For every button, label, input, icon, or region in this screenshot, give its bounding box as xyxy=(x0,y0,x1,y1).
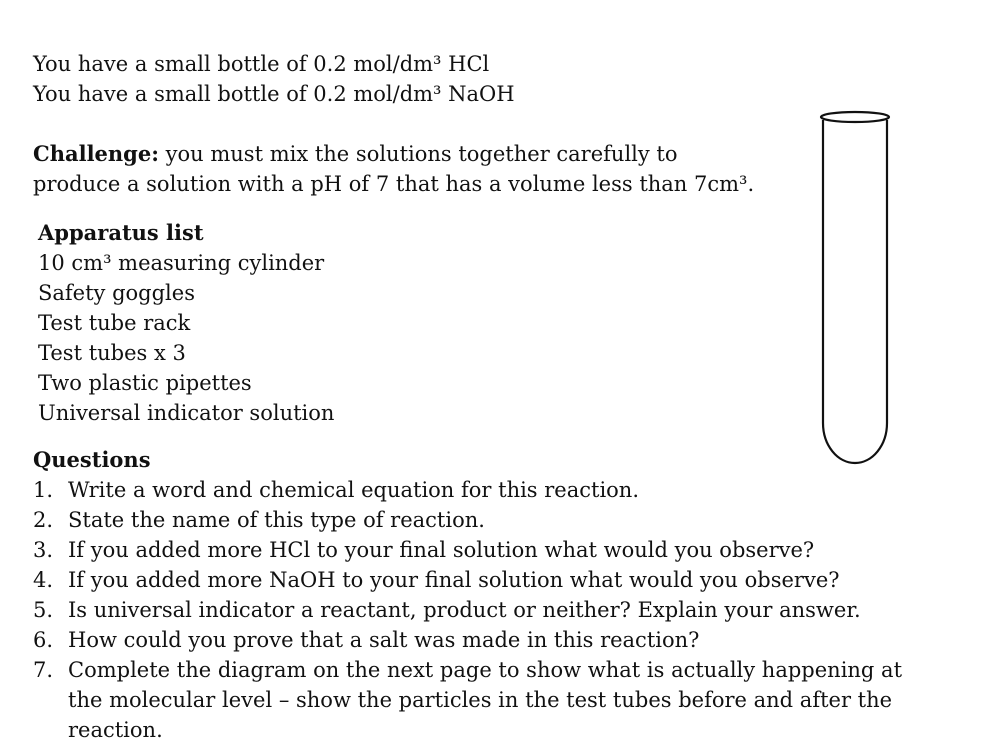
question-text: How could you prove that a salt was made in this reaction? xyxy=(68,628,700,652)
question-number: 1. xyxy=(33,478,54,502)
question-number: 2. xyxy=(33,508,54,532)
question-number: 7. xyxy=(33,658,54,682)
naoh-bottle-line: You have a small bottle of 0.2 mol/dm³ NaOH xyxy=(33,82,515,106)
question-item xyxy=(33,505,902,535)
question-text: Complete the diagram on the next page to show what is actually happening at xyxy=(68,658,903,682)
question-item xyxy=(33,475,902,505)
apparatus-item: Universal indicator solution xyxy=(38,401,335,425)
questions-heading: Questions xyxy=(33,447,151,472)
challenge-text-part2: produce a solution with a pH of 7 that has a volume less than 7cm³. xyxy=(33,172,755,196)
challenge-text-part1: you must mix the solutions together carefully to xyxy=(158,142,678,166)
question-text: the molecular level – show the particles in the test tubes before and after the xyxy=(68,688,893,712)
question-text: Write a word and chemical equation for this reaction. xyxy=(68,478,640,502)
question-number: 6. xyxy=(33,628,54,652)
question-item xyxy=(33,565,902,595)
question-text: State the name of this type of reaction. xyxy=(68,508,485,532)
apparatus-heading: Apparatus list xyxy=(38,220,204,245)
question-text: If you added more NaOH to your final solution what would you observe? xyxy=(68,568,840,592)
bottle-info xyxy=(33,49,515,109)
question-text: reaction. xyxy=(68,718,163,742)
question-item xyxy=(33,625,902,655)
challenge-label: Challenge: xyxy=(33,141,159,166)
apparatus-item: Two plastic pipettes xyxy=(38,371,252,395)
question-number: 4. xyxy=(33,568,54,592)
apparatus-list xyxy=(38,218,334,428)
question-item xyxy=(33,655,902,745)
question-item xyxy=(33,595,902,625)
question-number: 3. xyxy=(33,538,54,562)
challenge-text xyxy=(33,139,754,199)
question-number: 5. xyxy=(33,598,54,622)
apparatus-item: 10 cm³ measuring cylinder xyxy=(38,251,325,275)
apparatus-item: Safety goggles xyxy=(38,281,195,305)
question-text: Is universal indicator a reactant, product or neither? Explain your answer. xyxy=(68,598,861,622)
questions-section xyxy=(33,445,902,745)
apparatus-item: Test tubes x 3 xyxy=(38,341,186,365)
hcl-bottle-line: You have a small bottle of 0.2 mol/dm³ HCl xyxy=(33,52,490,76)
question-item xyxy=(33,535,902,565)
questions-list xyxy=(33,475,902,745)
question-text: If you added more HCl to your final solution what would you observe? xyxy=(68,538,815,562)
test-tube-icon xyxy=(815,108,895,468)
apparatus-item: Test tube rack xyxy=(38,311,191,335)
